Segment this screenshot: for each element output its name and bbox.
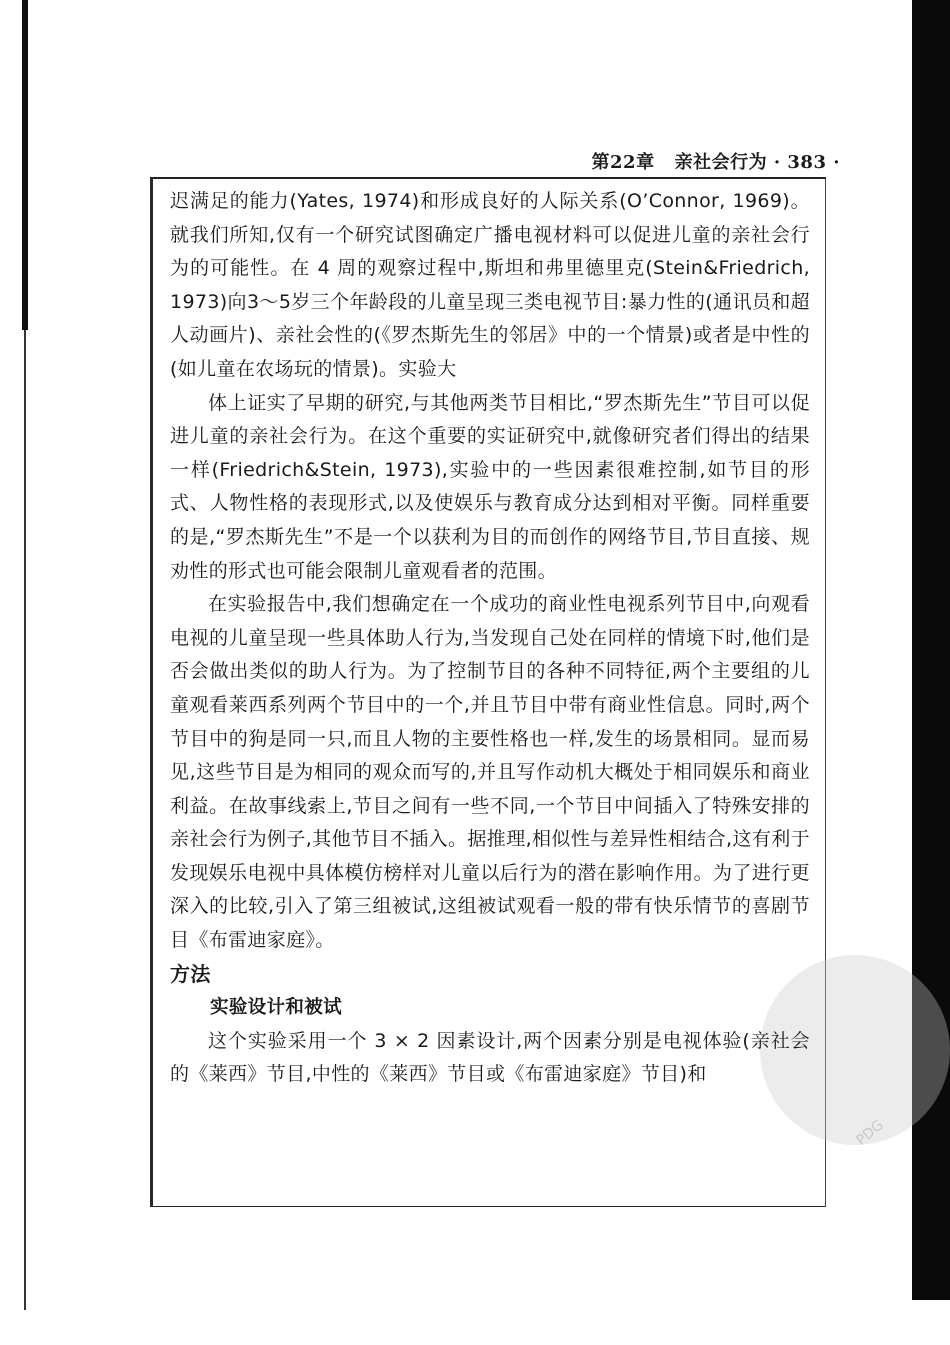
watermark-pdg: PDG: [853, 1117, 887, 1149]
running-head: [150, 148, 840, 178]
chapter-title: 亲社会行为: [674, 152, 768, 173]
scan-edge-left-line: [24, 330, 26, 1310]
paragraph-2: 体上证实了早期的研究,与其他两类节目相比,“罗杰斯先生”节目可以促进儿童的亲社会行为。在这个重要的实证研究中,就像研究者们得出的结果一样(Friedrich&Stein, 1973),实验中的一些因素很难控制,如节目的形式、人物性格的表现形式,以及使娱乐与教育成分达到相对平衡。同样重要的是,“罗杰斯先生”不是一个以获利为目的而创作的网络节目,节目直接、规劝性的形式也可能会限制儿童观看者的范围。: [170, 391, 810, 582]
scan-edge-right: [912, 0, 950, 1345]
paragraph-1: 迟满足的能力(Yates, 1974)和形成良好的人际关系(O’Connor, 1969)。就我们所知,仅有一个研究试图确定广播电视材料可以促进儿童的亲社会行为的可能性。在 4 周的观察过程中,斯坦和弗里德里克(Stein&Friedrich, 1973)向3～5岁三个年龄段的儿童呈现三类电视节目:暴力性的(通讯员和超人动画片)、亲社会性的(《罗杰斯先生的邻居》中的一个情景)或者是中性的(如儿童在农场玩的情景)。实验大: [170, 190, 810, 380]
section-heading: 方法: [170, 961, 211, 986]
scan-edge-notch: [912, 1300, 950, 1345]
page-number: · 383 ·: [773, 152, 840, 173]
chapter-label: 第22章: [591, 152, 655, 173]
subsection-heading: 实验设计和被试: [210, 997, 342, 1019]
paragraph-3: 在实验报告中,我们想确定在一个成功的商业性电视系列节目中,向观看电视的儿童呈现一些具体助人行为,当发现自己处在同样的情境下时,他们是否会做出类似的助人行为。为了控制节目的各种不同特征,两个主要组的儿童观看莱西系列两个节目中的一个,并且节目中带有商业性信息。同时,两个节目中的狗是同一只,而且人物的主要性格也一样,发生的场景相同。显而易见,这些节目是为相同的观众而写的,并且写作动机大概处于相同娱乐和商业利益。在故事线索上,节目之间有一些不同,一个节目中间插入了特殊安排的亲社会行为例子,其他节目不插入。据推理,相似性与差异性相结合,这有利于发现娱乐电视中具体模仿榜样对儿童以后行为的潜在影响作用。为了进行更深入的比较,引入了第三组被试,这组被试观看一般的带有快乐情节的喜剧节目《布雷迪家庭》。: [170, 593, 810, 952]
body-text: [170, 185, 810, 1092]
scan-edge-left: [22, 0, 28, 330]
paragraph-4: 这个实验采用一个 3 × 2 因素设计,两个因素分别是电视体验(亲社会的《莱西》节目,中性的《莱西》节目或《布雷迪家庭》节目)和: [170, 1029, 810, 1086]
